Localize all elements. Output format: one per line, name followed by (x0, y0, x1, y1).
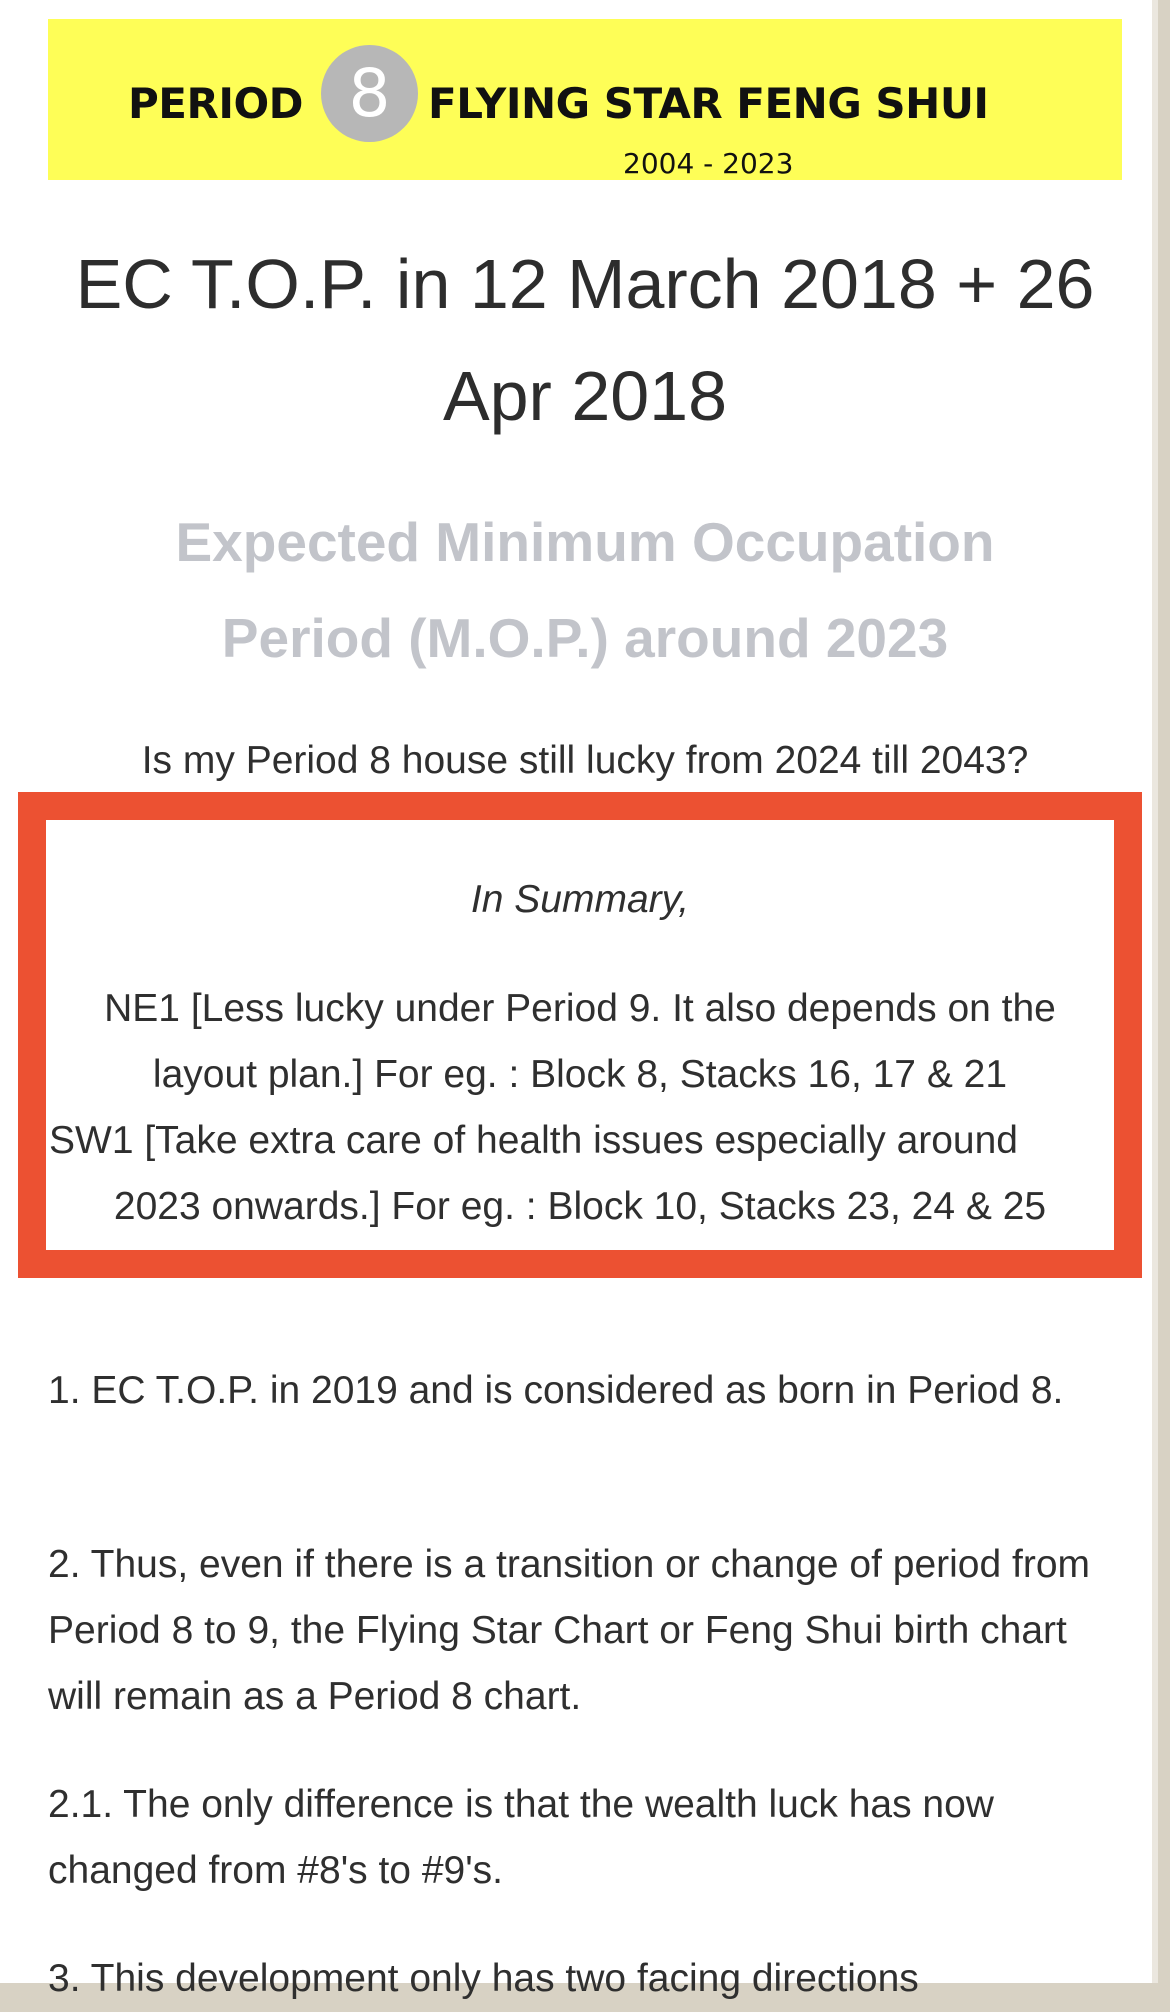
summary-line: layout plan.] For eg. : Block 8, Stacks 16, 17 & 21 (152, 1053, 1008, 1096)
paragraph-2-1: 2.1. The only difference is that the wealth luck has now changed from #8's to #9's. (48, 1783, 994, 1892)
summary-list (46, 976, 1114, 1240)
banner-years: 2004 - 2023 (623, 147, 794, 180)
intro-question: Is my Period 8 house still lucky from 2024 till 2043? (141, 739, 1029, 782)
banner-word-period: PERIOD (128, 79, 304, 128)
summary-line: NE1 [Less lucky under Period 9. It also depends on the (104, 987, 1056, 1030)
page-title-line-2: Apr 2018 (442, 357, 728, 435)
summary-heading: In Summary, (470, 878, 690, 921)
page-subtitle-line-1: Expected Minimum Occupation (175, 511, 995, 573)
page-title (60, 228, 1110, 452)
summary-line: SW1 [Take extra care of health issues especially around (49, 1119, 1019, 1162)
paragraph-3: 3. This development only has two facing directions (48, 1957, 919, 2000)
page-title-line-1: EC T.O.P. in 12 March 2018 + 26 (75, 245, 1095, 323)
header-banner[interactable] (48, 19, 1122, 180)
summary-box (18, 792, 1142, 1278)
paragraph-1: 1. EC T.O.P. in 2019 and is considered as born in Period 8. (48, 1369, 1064, 1412)
page-subtitle (90, 494, 1080, 686)
banner-number-badge: 8 (321, 45, 418, 142)
page-subtitle-line-2: Period (M.O.P.) around 2023 (221, 607, 949, 669)
summary-line: 2023 onwards.] For eg. : Block 10, Stacks 23, 24 & 25 (113, 1185, 1047, 1228)
banner-word-flying-star: FLYING STAR FENG SHUI (428, 79, 989, 128)
paragraph-2: 2. Thus, even if there is a transition or change of period from Period 8 to 9, the Flying Star Chart or Feng Shui birth chart will remain as a Period 8 chart. (48, 1543, 1091, 1718)
